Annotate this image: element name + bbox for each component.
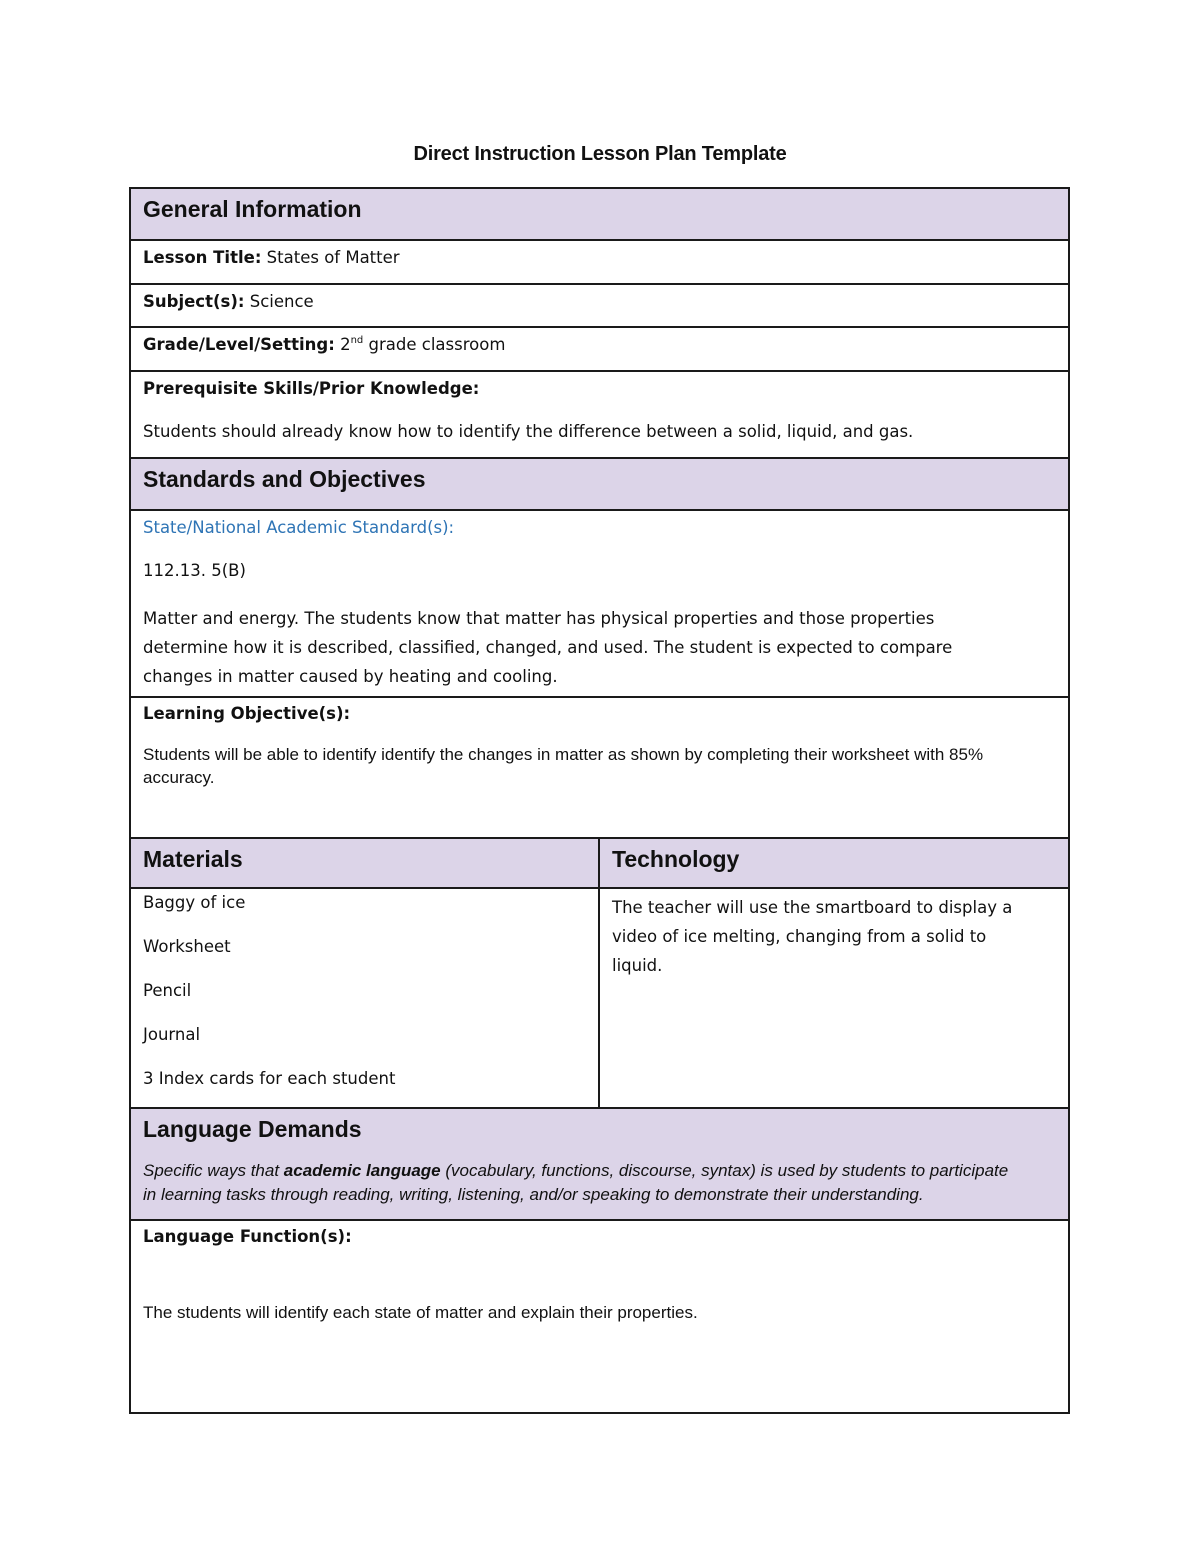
standards-objectives-header [131,457,1068,509]
language-function-row [131,1219,1068,1412]
lesson-plan-table [129,187,1070,1414]
technology-text [612,893,1012,980]
learning-objective-label: Learning Objective(s): [143,704,351,723]
language-demands-description [143,1159,1008,1207]
standard-description-line-2: determine how it is described, classified, changed, and used. The student is expected to compare [143,638,953,657]
standard-description [143,604,952,691]
technology-line-3: liquid. [612,956,663,975]
materials-list [131,889,600,1107]
standards-objectives-heading: Standards and Objectives [143,466,426,492]
standard-description-line-3: changes in matter caused by heating and cooling. [143,667,558,686]
materials-item: 3 Index cards for each student [143,1069,396,1088]
learning-objective-value [143,743,983,789]
language-demands-desc-start: Specific ways that [143,1161,284,1180]
technology-line-2: video of ice melting, changing from a solid to [612,927,987,946]
language-demands-desc-rest: (vocabulary, functions, discourse, syntax) is used by students to participate [440,1161,1009,1180]
language-demands-header [131,1107,1068,1219]
prerequisite-value: Students should already know how to identify the difference between a solid, liquid, and gas. [143,422,914,441]
materials-header-cell [131,839,600,887]
prerequisite-row [131,370,1068,457]
technology-heading: Technology [612,846,740,872]
general-information-header [131,189,1068,239]
lesson-title-label: Lesson Title: [143,248,262,267]
standard-code: 112.13. 5(B) [143,561,246,580]
technology-header-cell [600,839,1068,887]
subject-row [131,283,1068,326]
learning-objective-line-2: accuracy. [143,768,215,787]
technology-description [600,889,1068,1107]
language-demands-heading: Language Demands [143,1116,362,1142]
language-demands-desc-bold: academic language [283,1161,441,1180]
academic-standard-row [131,509,1068,696]
language-demands-desc-line-2: in learning tasks through reading, writing, listening, and/or speaking to demonstrate their understanding. [143,1185,924,1204]
technology-line-1: The teacher will use the smartboard to display a [612,898,1013,917]
grade-value-suffix: nd [350,335,364,346]
document-title: Direct Instruction Lesson Plan Template [413,143,787,165]
language-function-value: The students will identify each state of matter and explain their properties. [143,1303,698,1322]
learning-objective-row [131,696,1068,837]
materials-technology-body [131,887,1068,1107]
general-information-heading: General Information [143,196,362,222]
subject-label: Subject(s): [143,292,245,311]
language-function-label: Language Function(s): [143,1227,352,1246]
grade-row [131,326,1068,370]
grade-value-number: 2 [340,335,351,354]
grade-label: Grade/Level/Setting: [143,335,335,354]
materials-item: Baggy of ice [143,893,246,912]
grade-value-setting: grade classroom [368,335,506,354]
standard-description-line-1: Matter and energy. The students know that matter has physical properties and those properties [143,609,935,628]
prerequisite-label: Prerequisite Skills/Prior Knowledge: [143,379,480,398]
materials-item: Journal [143,1025,201,1044]
materials-item: Pencil [143,981,192,1000]
lesson-title-value: States of Matter [266,248,400,267]
materials-heading: Materials [143,846,243,872]
materials-item: Worksheet [143,937,231,956]
lesson-title-row [131,239,1068,283]
subject-value: Science [249,292,314,311]
learning-objective-line-1: Students will be able to identify identify the changes in matter as shown by completing their worksheet with 85% [143,745,984,764]
academic-standard-label: State/National Academic Standard(s): [143,518,455,537]
materials-technology-header [131,837,1068,887]
